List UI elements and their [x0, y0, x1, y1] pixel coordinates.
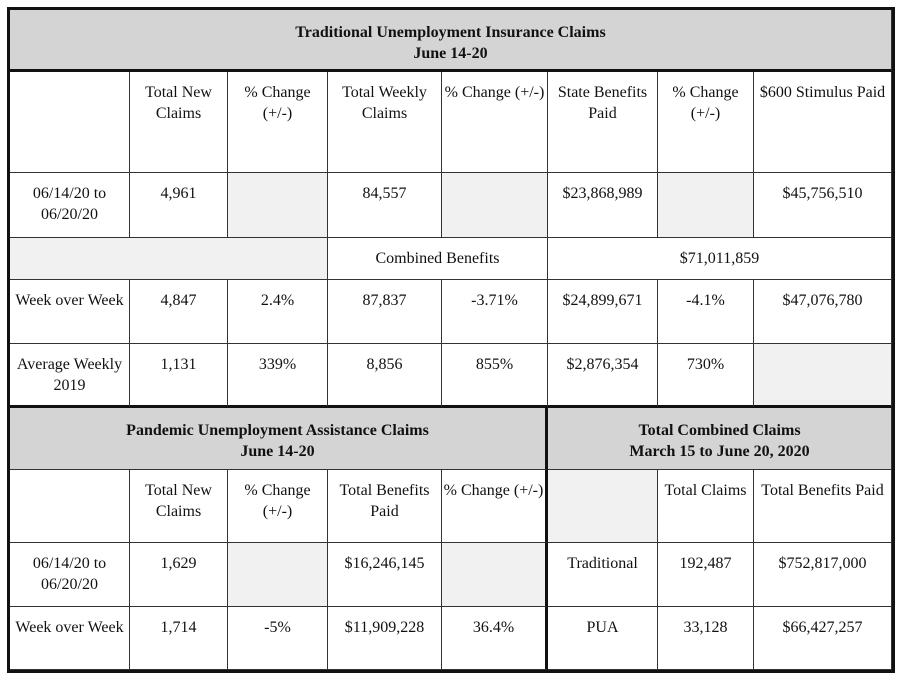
pua-header-title: Pandemic Unemployment Assistance Claims	[126, 422, 429, 439]
pua-wow-row-cell-3: $11,909,228	[328, 607, 442, 670]
trad-period-row-cell-1: 4,961	[130, 173, 228, 238]
combined-header-subtitle: March 15 to June 20, 2020	[629, 443, 810, 460]
combined-pua-row-cell-1: 33,128	[658, 607, 754, 670]
trad-period-row-cell-6	[658, 173, 754, 238]
trad-avg-row-cell-3: 8,856	[328, 344, 442, 408]
pua-header-subtitle: June 14-20	[240, 443, 315, 460]
trad-header-row-cell-6: % Change (+/-)	[658, 72, 754, 173]
trad-header-row-cell-5: State Benefits Paid	[548, 72, 658, 173]
combined-traditional-row-cell-2: $752,817,000	[754, 543, 892, 607]
trad-wow-row-cell-0: Week over Week	[10, 280, 130, 344]
trad-wow-row-cell-3: 87,837	[328, 280, 442, 344]
pua-header-row-cell-3: Total Benefits Paid	[328, 470, 442, 543]
table-grid	[10, 10, 892, 670]
trad-avg-row-cell-7	[754, 344, 892, 408]
traditional-header	[10, 10, 892, 72]
pua-wow-row-cell-0: Week over Week	[10, 607, 130, 670]
pua-wow-row-cell-4: 36.4%	[442, 607, 548, 670]
trad-wow-row-cell-4: -3.71%	[442, 280, 548, 344]
trad-period-row-cell-7: $45,756,510	[754, 173, 892, 238]
trad-wow-row-cell-1: 4,847	[130, 280, 228, 344]
trad-period-row-cell-5: $23,868,989	[548, 173, 658, 238]
trad-header-row-cell-0	[10, 72, 130, 173]
combined-traditional-row-cell-0: Traditional	[548, 543, 658, 607]
trad-header-row-cell-2: % Change (+/-)	[228, 72, 328, 173]
combined-benefits-label: Combined Benefits	[328, 238, 548, 280]
combined-pua-row-cell-2: $66,427,257	[754, 607, 892, 670]
trad-header-row-cell-3: Total Weekly Claims	[328, 72, 442, 173]
trad-avg-row-cell-5: $2,876,354	[548, 344, 658, 408]
pua-header-row-cell-2: % Change (+/-)	[228, 470, 328, 543]
pua-header-row-cell-1: Total New Claims	[130, 470, 228, 543]
pua-period-row-cell-4	[442, 543, 548, 607]
pua-header-row-cell-0	[10, 470, 130, 543]
trad-wow-row-cell-7: $47,076,780	[754, 280, 892, 344]
trad-wow-row-cell-5: $24,899,671	[548, 280, 658, 344]
trad-wow-row-cell-6: -4.1%	[658, 280, 754, 344]
traditional-header-subtitle: June 14-20	[413, 45, 488, 62]
trad-header-row-cell-1: Total New Claims	[130, 72, 228, 173]
trad-period-row-cell-4	[442, 173, 548, 238]
pua-wow-row-cell-1: 1,714	[130, 607, 228, 670]
trad-header-row-cell-7: $600 Stimulus Paid	[754, 72, 892, 173]
pua-wow-row-cell-2: -5%	[228, 607, 328, 670]
combined-header-row-cell-2: Total Benefits Paid	[754, 470, 892, 543]
trad-wow-row-cell-2: 2.4%	[228, 280, 328, 344]
trad-period-row-cell-2	[228, 173, 328, 238]
traditional-header-title: Traditional Unemployment Insurance Claims	[295, 24, 606, 41]
pua-period-row-cell-0: 06/14/20 to 06/20/20	[10, 543, 130, 607]
trad-avg-row-cell-1: 1,131	[130, 344, 228, 408]
pua-header-row-cell-4: % Change (+/-)	[442, 470, 548, 543]
pua-period-row-cell-1: 1,629	[130, 543, 228, 607]
combined-blank-cell	[10, 238, 328, 280]
combined-header-row-cell-1: Total Claims	[658, 470, 754, 543]
combined-header-title: Total Combined Claims	[638, 422, 801, 439]
claims-report-table	[7, 7, 895, 673]
trad-period-row-cell-3: 84,557	[328, 173, 442, 238]
trad-period-row-cell-0: 06/14/20 to 06/20/20	[10, 173, 130, 238]
combined-header	[548, 408, 892, 470]
combined-traditional-row-cell-1: 192,487	[658, 543, 754, 607]
trad-avg-row-cell-2: 339%	[228, 344, 328, 408]
combined-header-row-cell-0	[548, 470, 658, 543]
trad-avg-row-cell-0: Average Weekly 2019	[10, 344, 130, 408]
combined-benefits-value: $71,011,859	[548, 238, 892, 280]
trad-header-row-cell-4: % Change (+/-)	[442, 72, 548, 173]
trad-avg-row-cell-4: 855%	[442, 344, 548, 408]
pua-period-row-cell-2	[228, 543, 328, 607]
pua-period-row-cell-3: $16,246,145	[328, 543, 442, 607]
trad-avg-row-cell-6: 730%	[658, 344, 754, 408]
pua-header	[10, 408, 548, 470]
combined-pua-row-cell-0: PUA	[548, 607, 658, 670]
